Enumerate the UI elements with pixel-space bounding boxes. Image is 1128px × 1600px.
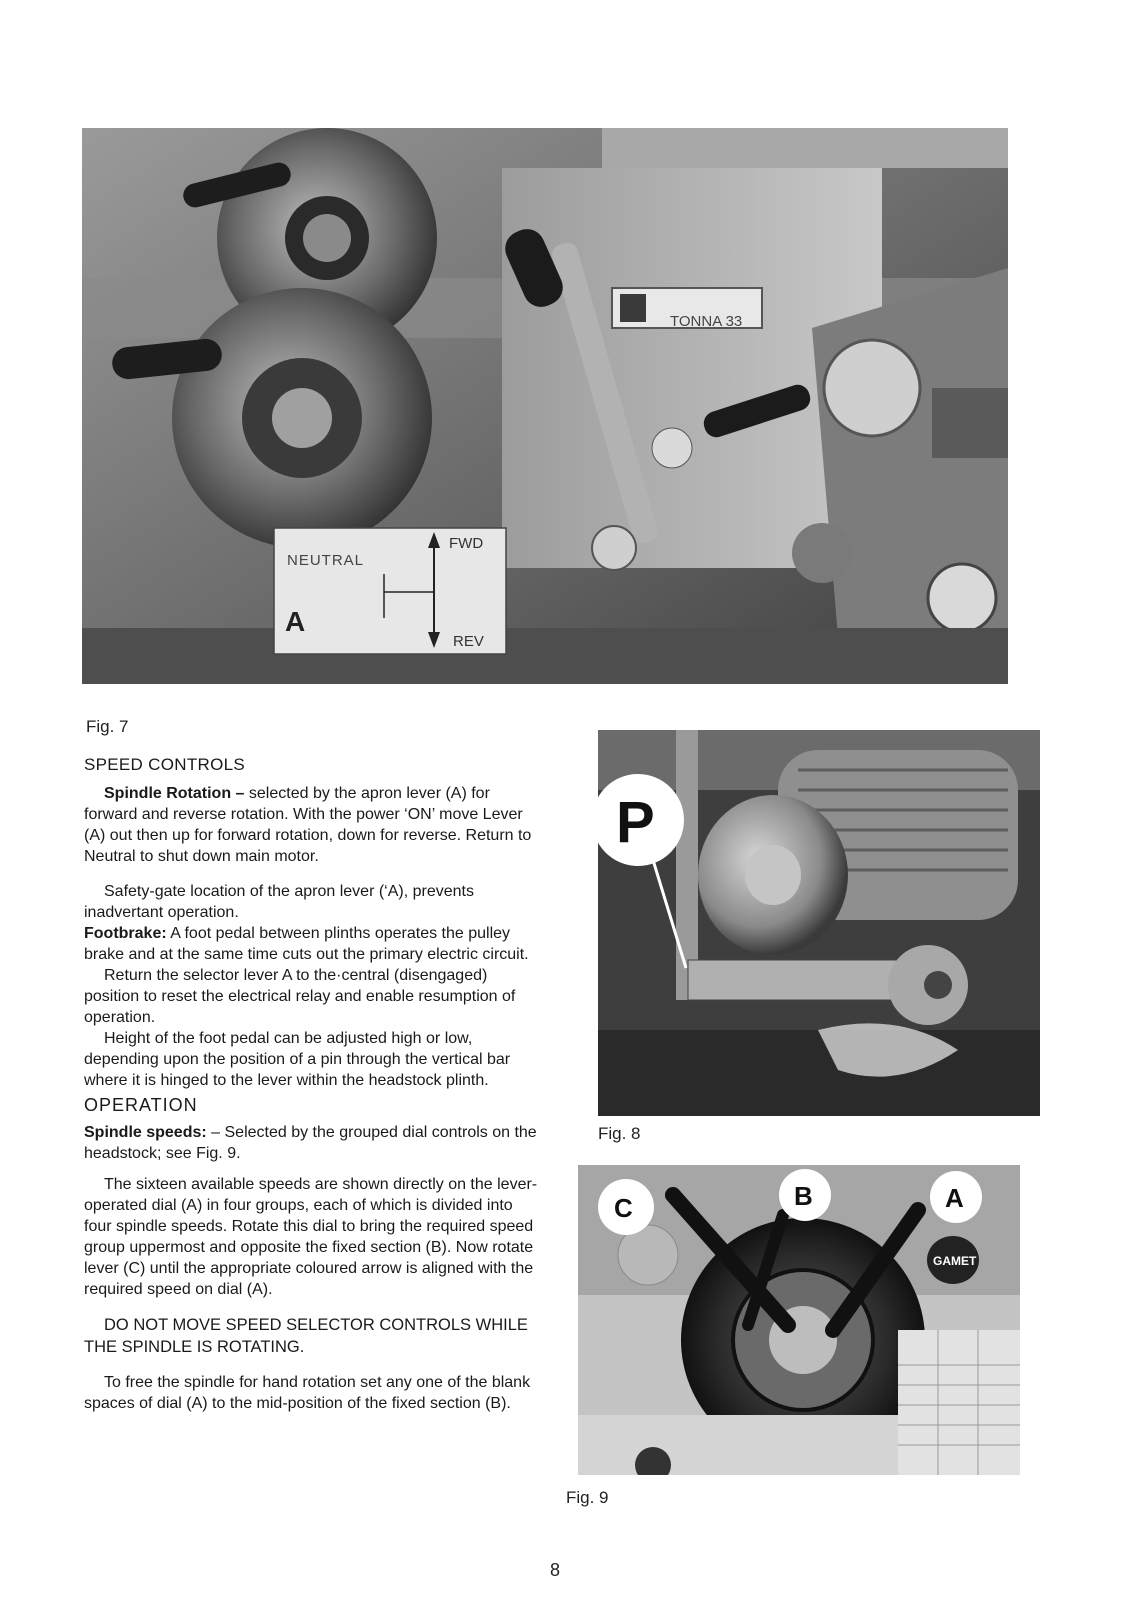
fig7-photo bbox=[82, 128, 1008, 684]
spindle-rotation-term: Spindle Rotation – bbox=[104, 785, 245, 802]
fig9-marker-b: B bbox=[794, 1181, 813, 1211]
footbrake-paragraph bbox=[84, 923, 540, 965]
fig9-photo bbox=[578, 1165, 1020, 1475]
speed-controls-section bbox=[84, 754, 540, 1414]
speed-controls-heading: SPEED CONTROLS bbox=[84, 755, 246, 774]
lever-a-label: A bbox=[285, 606, 306, 637]
spindle-speeds-term: Spindle speeds: bbox=[84, 1124, 207, 1141]
lever-position-diagram bbox=[274, 528, 506, 654]
page-number: 8 bbox=[550, 1560, 561, 1580]
fwd-label: FWD bbox=[449, 535, 484, 552]
spindle-rotation-paragraph bbox=[84, 783, 540, 867]
spindle-speeds-paragraph bbox=[84, 1122, 540, 1164]
warning-paragraph: DO NOT MOVE SPEED SELECTOR CONTROLS WHILE THE SPINDLE IS ROTATING. bbox=[84, 1316, 528, 1356]
fig9-marker-a: A bbox=[945, 1183, 964, 1213]
fig8-photo bbox=[598, 730, 1040, 1116]
footbrake-term: Footbrake: bbox=[84, 925, 167, 942]
fig7-caption: Fig. 7 bbox=[86, 717, 129, 736]
sixteen-speeds-paragraph: The sixteen available speeds are shown directly on the lever-operated dial (A) in four groups, each of which is divided into four spindle speeds. Rotate this dial to bring the required speed group uppermost and opposite the fixed section (B). Now rotate lever (C) until the appropriate coloured arrow is aligned with the required speed on dial (A). bbox=[84, 1176, 538, 1298]
spindle-speeds-text: – Selected by the grouped dial controls on the headstock; see Fig. 9. bbox=[84, 1124, 537, 1162]
footbrake-text: A foot pedal between plinths operates the pulley brake and at the same time cuts out the primary electric circuit. bbox=[84, 925, 529, 963]
fig9-marker-c: C bbox=[614, 1193, 633, 1223]
rev-label: REV bbox=[453, 633, 484, 650]
return-selector-paragraph: Return the selector lever A to the·central (disengaged) position to reset the electrical relay and enable resumption of operation. bbox=[84, 967, 516, 1026]
operation-heading: OPERATION bbox=[84, 1095, 198, 1115]
fig9-brand: GAMET bbox=[933, 1254, 977, 1268]
neutral-label: NEUTRAL bbox=[287, 552, 365, 569]
nameplate-text: TONNA 33 bbox=[670, 313, 743, 330]
spindle-rotation-text: selected by the apron lever (A) for forward and reverse rotation. With the power ‘ON’ move Lever (A) out then up for forward rotation, down for reverse. Return to Neutral to shut down main motor. bbox=[84, 785, 532, 865]
free-spindle-paragraph: To free the spindle for hand rotation set any one of the blank spaces of dial (A) to the mid-position of the fixed section (B). bbox=[84, 1374, 531, 1412]
pedal-height-paragraph: Height of the foot pedal can be adjusted high or low, depending upon the position of a pin through the vertical bar where it is hinged to the lever within the headstock plinth. bbox=[84, 1030, 511, 1089]
fig8-caption: Fig. 8 bbox=[598, 1124, 641, 1143]
safety-gate-paragraph: Safety-gate location of the apron lever (‘A), prevents inadvertant operation. bbox=[84, 883, 474, 921]
fig8-marker-p: P bbox=[616, 790, 655, 855]
fig9-caption: Fig. 9 bbox=[566, 1488, 609, 1507]
